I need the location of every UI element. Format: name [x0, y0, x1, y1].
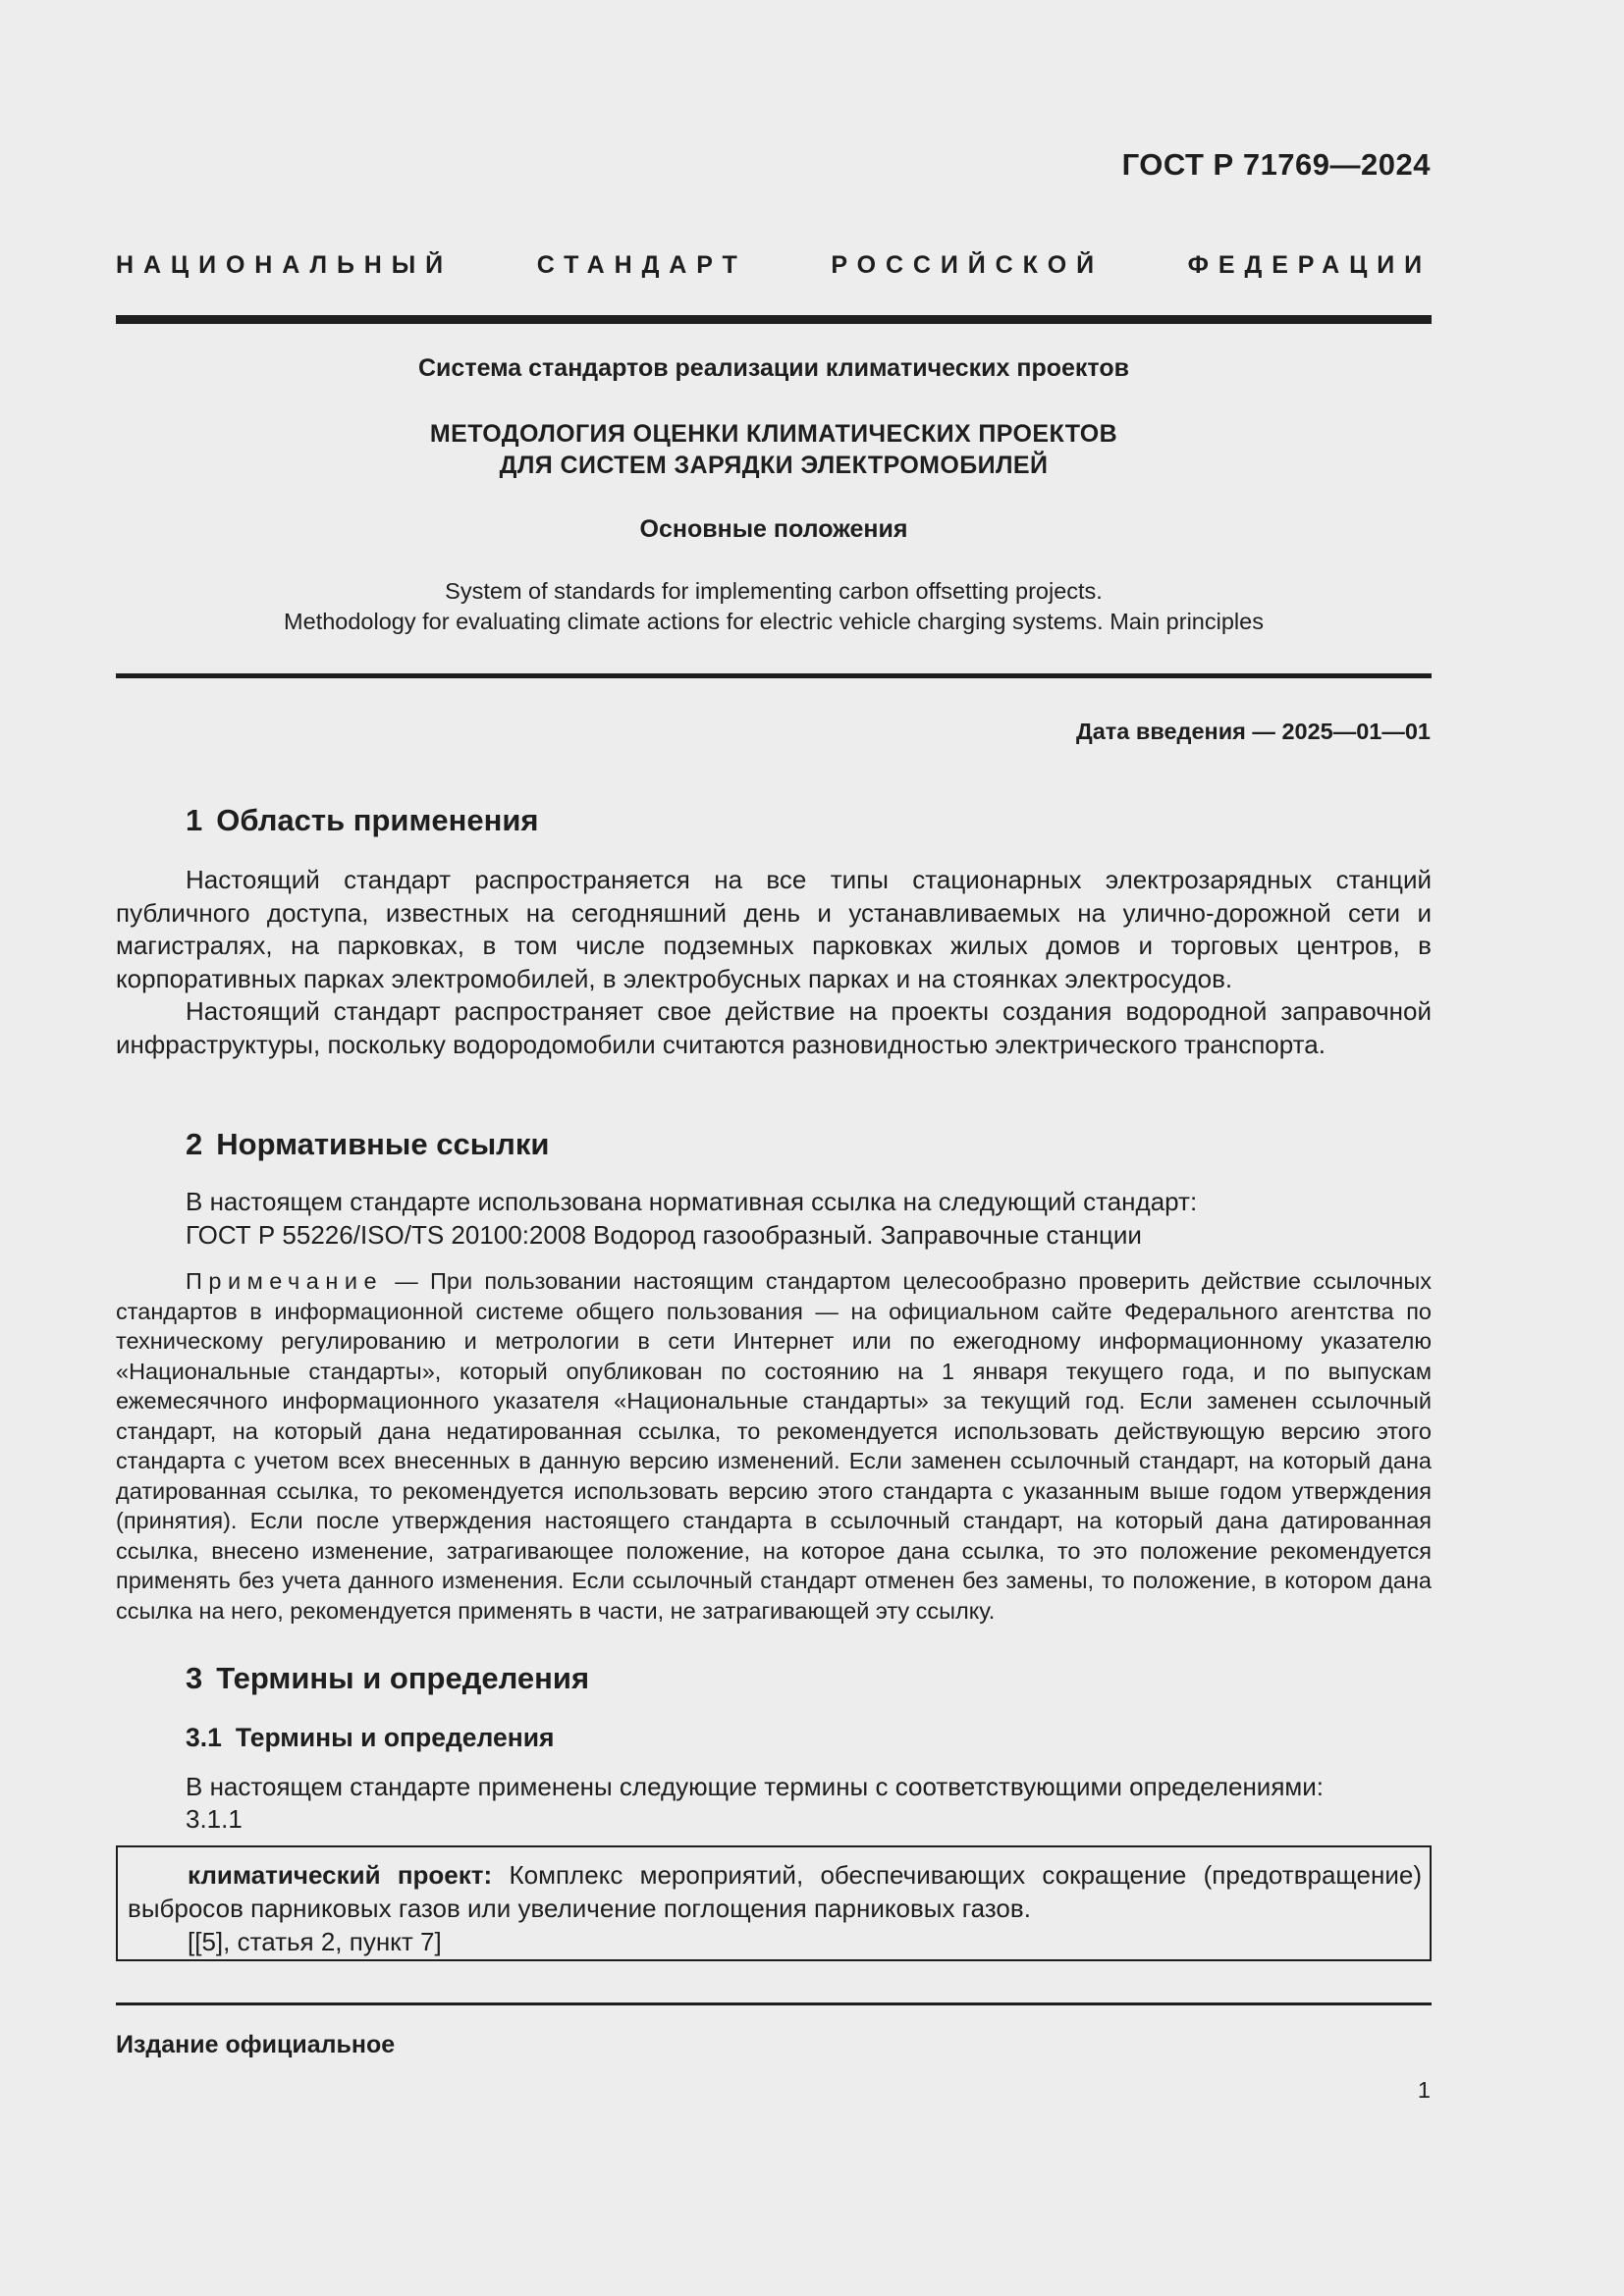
- section-1-heading: [186, 803, 539, 838]
- section-3-number: 3: [186, 1661, 203, 1695]
- section-2-heading: [186, 1127, 549, 1162]
- document-title-line1: МЕТОДОЛОГИЯ ОЦЕНКИ КЛИМАТИЧЕСКИХ ПРОЕКТОВ: [429, 420, 1118, 448]
- english-title-line2: Methodology for evaluating climate actions for electric vehicle charging systems. Main principles: [284, 609, 1264, 634]
- subsection-3-1-title: Термины и определения: [235, 1723, 555, 1752]
- term-name: климатический проект:: [188, 1860, 493, 1890]
- footer-rule: [116, 2002, 1432, 2005]
- standard-series: Система стандартов реализации климатических проектов: [418, 354, 1129, 382]
- section-2-lead: В настоящем стандарте использована нормативная ссылка на следующий стандарт:: [186, 1187, 1198, 1216]
- standard-designation: ГОСТ Р 71769—2024: [1121, 147, 1431, 182]
- section-2-number: 2: [186, 1127, 203, 1161]
- document-subtitle: Основные положения: [639, 515, 908, 543]
- term-definition-box: [116, 1845, 1432, 1961]
- header-rule: [116, 315, 1432, 324]
- english-title-line1: System of standards for implementing carbon offsetting projects.: [445, 578, 1103, 604]
- section-2-note: [116, 1266, 1432, 1626]
- page-number: 1: [1417, 2077, 1431, 2103]
- term-definition-text: Комплекс мероприятий, обеспечивающих сокращение (предотвращение) выбросов парниковых газов или увеличение поглощения парниковых газов.: [128, 1860, 1422, 1923]
- section-1-paragraph-2: Настоящий стандарт распространяет свое действие на проекты создания водородной заправочной инфраструктуры, поскольку водородомобили считаются разновидностью электрического транспорта.: [116, 996, 1432, 1059]
- subsection-3-1-heading: [186, 1723, 555, 1753]
- section-3-title: Термины и определения: [216, 1661, 590, 1695]
- english-title: [116, 576, 1432, 637]
- document-title-line2: ДЛЯ СИСТЕМ ЗАРЯДКИ ЭЛЕКТРОМОБИЛЕЙ: [499, 452, 1049, 479]
- document-title: [116, 418, 1432, 481]
- introduction-date: Дата введения — 2025—01—01: [1075, 719, 1431, 744]
- term-source: [[5], статья 2, пункт 7]: [188, 1927, 442, 1956]
- term-number: 3.1.1: [186, 1804, 243, 1834]
- section-3-lead: В настоящем стандарте применены следующие термины с соответствующими определениями:: [186, 1772, 1325, 1801]
- subsection-3-1-number: 3.1: [186, 1723, 222, 1752]
- section-1-title: Область применения: [216, 803, 539, 837]
- official-edition-label: Издание официальное: [116, 2031, 396, 2058]
- section-1-paragraph-1: Настоящий стандарт распространяется на все типы стационарных электрозарядных станций публичного доступа, известных на сегодняшний день и устанавливаемых на улично-дорожной сети и магистралях, на парковках, в том числе подземных парковках жилых домов и торговых центров, в корпоративных парках электромобилей, в электробусных парках и на стоянках электросудов.: [116, 865, 1432, 993]
- national-standard-heading: НАЦИОНАЛЬНЫЙ СТАНДАРТ РОССИЙСКОЙ ФЕДЕРАЦИИ: [116, 251, 1432, 279]
- note-text: — При пользовании настоящим стандартом целесообразно проверить действие ссылочных стандартов в информационной системе общего пользования — на официальном сайте Федерального агентства по техническому регулированию и метрологии в сети Интернет или по ежегодному информационному указателю «Национальные стандарты», который опубликован по состоянию на 1 января текущего года, и по выпускам ежемесячного информационного указателя «Национальные стандарты» за текущий год. Если заменен ссылочный стандарт, на который дана недатированная ссылка, то рекомендуется использовать действующую версию этого стандарта с учетом всех внесенных в данную версию изменений. Если заменен ссылочный стандарт, на который дана датированная ссылка, то рекомендуется использовать версию этого стандарта с указанным выше годом утверждения (принятия). Если после утверждения настоящего стандарта в ссылочный стандарт, на который дана датированная ссылка, внесено изменение, затрагивающее положение, на которое дана ссылка, то это положение рекомендуется применять без учета данного изменения. Если ссылочный стандарт отменен без замены, то положение, в котором дана ссылка на него, рекомендуется применять в части, не затрагивающей эту ссылку.: [116, 1268, 1432, 1624]
- note-label: Примечание: [186, 1268, 384, 1294]
- normative-reference: ГОСТ Р 55226/ISO/TS 20100:2008 Водород газообразный. Заправочные станции: [186, 1220, 1142, 1250]
- term-definition: [128, 1859, 1422, 1925]
- section-3-heading: [186, 1661, 589, 1696]
- title-block-rule: [116, 673, 1432, 678]
- section-1-number: 1: [186, 803, 203, 837]
- section-2-title: Нормативные ссылки: [216, 1127, 550, 1161]
